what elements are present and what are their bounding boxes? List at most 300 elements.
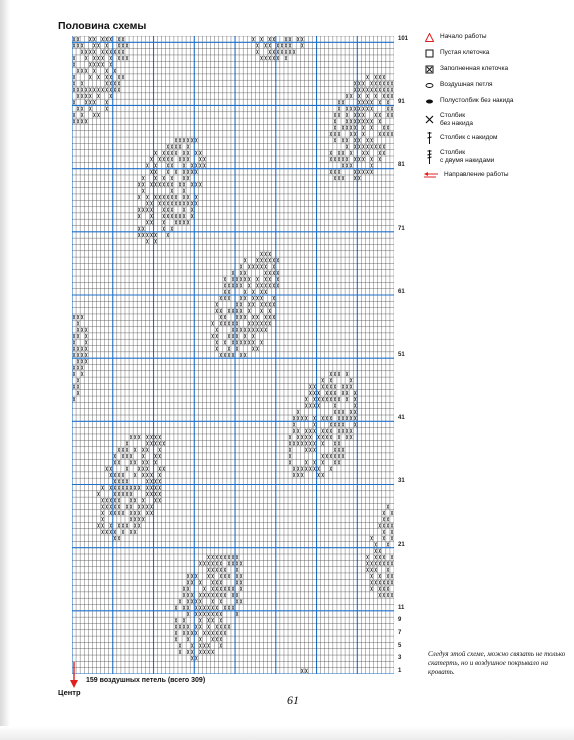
filled-cell: [240, 309, 242, 313]
filled-cell: [350, 151, 352, 155]
filled-cell: [85, 347, 87, 351]
filled-cell: [187, 220, 189, 224]
filled-cell: [383, 125, 385, 129]
filled-cell: [167, 151, 169, 155]
filled-cell: [269, 321, 271, 325]
filled-cell: [134, 448, 136, 452]
filled-cell: [318, 435, 320, 439]
filled-cell: [118, 504, 120, 508]
filled-cell: [224, 555, 226, 559]
treble-crochet-icon: [424, 152, 434, 162]
filled-cell: [244, 315, 246, 319]
row-number: 11: [398, 604, 405, 611]
filled-cell: [130, 517, 132, 521]
filled-cell: [236, 347, 238, 351]
filled-cell: [342, 151, 344, 155]
filled-cell: [73, 81, 75, 85]
filled-cell: [93, 43, 95, 47]
filled-cell: [338, 397, 340, 401]
filled-cell: [358, 176, 360, 180]
filled-cell: [216, 580, 218, 584]
filled-cell: [240, 264, 242, 268]
foundation-chain-note: 159 воздушных петель (всего 309): [86, 677, 206, 684]
filled-cell: [391, 555, 393, 559]
legend-item-start: [424, 32, 564, 42]
filled-cell: [191, 201, 193, 205]
filled-cell: [110, 523, 112, 527]
filled-cell: [379, 88, 381, 92]
filled-cell: [350, 410, 352, 414]
filled-cell: [118, 536, 120, 540]
filled-cell: [387, 574, 389, 578]
filled-cell: [146, 485, 148, 489]
filled-cell: [110, 485, 112, 489]
filled-cell: [366, 151, 368, 155]
filled-cell: [379, 574, 381, 578]
filled-cell: [362, 113, 364, 117]
filled-cell: [244, 277, 246, 281]
filled-cell: [354, 113, 356, 117]
filled-cell: [326, 435, 328, 439]
filled-cell: [383, 555, 385, 559]
page-number: 61: [287, 693, 299, 707]
row-number: 91: [398, 99, 405, 106]
filled-cell: [73, 397, 75, 401]
filled-cell: [142, 448, 144, 452]
filled-cell: [159, 157, 161, 161]
filled-cell: [216, 309, 218, 313]
filled-cell: [114, 479, 116, 483]
filled-cell: [301, 467, 303, 471]
filled-cell: [224, 353, 226, 357]
filled-cell: [212, 631, 214, 635]
filled-cell: [81, 81, 83, 85]
filled-cell: [187, 201, 189, 205]
filled-cell: [216, 302, 218, 306]
filled-cell: [236, 340, 238, 344]
filled-cell: [208, 555, 210, 559]
filled-cell: [387, 517, 389, 521]
filled-cell: [224, 315, 226, 319]
filled-cell: [183, 624, 185, 628]
filled-cell: [114, 485, 116, 489]
filled-cell: [199, 618, 201, 622]
filled-cell: [240, 574, 242, 578]
filled-cell: [183, 170, 185, 174]
filled-cell: [313, 416, 315, 420]
filled-cell: [309, 384, 311, 388]
filled-cell: [240, 315, 242, 319]
filled-cell: [199, 612, 201, 616]
filled-cell: [326, 384, 328, 388]
filled-cell: [106, 50, 108, 54]
filled-cell: [73, 113, 75, 117]
filled-cell: [318, 403, 320, 407]
row-number: 1: [398, 667, 402, 674]
legend-label: Пустая клеточка: [440, 49, 490, 57]
filled-cell: [212, 637, 214, 641]
filled-cell: [146, 467, 148, 471]
filled-cell: [187, 580, 189, 584]
filled-cell: [379, 523, 381, 527]
filled-cell: [330, 422, 332, 426]
filled-cell: [77, 69, 79, 73]
filled-cell: [155, 498, 157, 502]
filled-cell: [236, 612, 238, 616]
filled-cell: [199, 182, 201, 186]
filled-cell: [216, 631, 218, 635]
filled-cell: [142, 504, 144, 508]
filled-cell: [358, 88, 360, 92]
filled-cell: [240, 277, 242, 281]
filled-cell: [232, 353, 234, 357]
filled-cell: [159, 492, 161, 496]
filled-cell: [167, 208, 169, 212]
filled-cell: [330, 429, 332, 433]
filled-cell: [134, 517, 136, 521]
filled-cell: [187, 195, 189, 199]
filled-cell: [142, 467, 144, 471]
filled-cell: [142, 208, 144, 212]
filled-cell: [122, 50, 124, 54]
filled-cell: [122, 37, 124, 41]
filled-cell: [203, 163, 205, 167]
filled-cell: [179, 201, 181, 205]
filled-cell: [236, 315, 238, 319]
filled-cell: [342, 100, 344, 104]
filled-cell: [265, 321, 267, 325]
filled-cell: [224, 290, 226, 294]
filled-cell: [183, 606, 185, 610]
filled-cell: [326, 416, 328, 420]
filled-cell: [110, 473, 112, 477]
filled-cell: [391, 132, 393, 136]
filled-cell: [371, 568, 373, 572]
single-crochet-icon: [424, 115, 434, 125]
filled-cell: [346, 429, 348, 433]
filled-cell: [122, 492, 124, 496]
filled-cell: [338, 113, 340, 117]
filled-cell: [199, 151, 201, 155]
filled-cell: [220, 587, 222, 591]
filled-cell: [240, 328, 242, 332]
filled-cell: [252, 302, 254, 306]
filled-cell: [354, 125, 356, 129]
row-number: 61: [398, 288, 405, 295]
filled-cell: [212, 561, 214, 565]
filled-cell: [191, 163, 193, 167]
filled-cell: [252, 315, 254, 319]
filled-cell: [322, 454, 324, 458]
filled-cell: [216, 568, 218, 572]
filled-cell: [387, 561, 389, 565]
filled-cell: [102, 530, 104, 534]
filled-cell: [85, 340, 87, 344]
filled-cell: [350, 163, 352, 167]
filled-cell: [383, 75, 385, 79]
filled-cell: [212, 580, 214, 584]
filled-cell: [297, 416, 299, 420]
filled-cell: [81, 365, 83, 369]
filled-cell: [146, 195, 148, 199]
filled-cell: [379, 144, 381, 148]
filled-cell: [297, 473, 299, 477]
filled-cell: [199, 643, 201, 647]
filled-cell: [85, 353, 87, 357]
filled-cell: [81, 372, 83, 376]
filled-cell: [122, 448, 124, 452]
center-arrow-icon: [70, 662, 78, 688]
filled-cell: [232, 593, 234, 597]
filled-cell: [371, 157, 373, 161]
filled-cell: [81, 43, 83, 47]
filled-cell: [183, 587, 185, 591]
filled-cell: [269, 277, 271, 281]
filled-cell: [330, 397, 332, 401]
filled-cell: [187, 650, 189, 654]
filled-cell: [366, 138, 368, 142]
filled-cell: [244, 340, 246, 344]
legend-label: Начало работы: [440, 33, 487, 41]
filled-cell: [273, 50, 275, 54]
filled-cell: [146, 239, 148, 243]
filled-cell: [260, 302, 262, 306]
filled-cell: [118, 523, 120, 527]
filled-cell: [350, 119, 352, 123]
filled-cell: [106, 37, 108, 41]
filled-cell: [106, 504, 108, 508]
filled-cell: [240, 561, 242, 565]
filled-cell: [383, 536, 385, 540]
filled-cell: [265, 302, 267, 306]
filled-cell: [150, 170, 152, 174]
filled-cell: [159, 195, 161, 199]
filled-cell: [167, 233, 169, 237]
filled-cell: [273, 271, 275, 275]
filled-cell: [224, 631, 226, 635]
filled-cell: [199, 593, 201, 597]
filled-cell: [138, 504, 140, 508]
filled-cell: [252, 334, 254, 338]
filled-cell: [171, 182, 173, 186]
filled-cell: [134, 523, 136, 527]
filled-cell: [342, 448, 344, 452]
filled-cell: [330, 454, 332, 458]
row-number: 5: [398, 642, 402, 649]
filled-cell: [322, 473, 324, 477]
filled-cell: [366, 75, 368, 79]
filled-cell: [346, 119, 348, 123]
filled-cell: [338, 372, 340, 376]
filled-cell: [102, 523, 104, 527]
filled-cell: [167, 157, 169, 161]
row-number: 31: [398, 478, 405, 485]
filled-cell: [150, 479, 152, 483]
filled-cell: [252, 37, 254, 41]
chain-stitch-icon: [424, 80, 434, 90]
filled-cell: [228, 296, 230, 300]
filled-cell: [379, 119, 381, 123]
filled-cell: [106, 81, 108, 85]
filled-cell: [89, 100, 91, 104]
filled-cell: [232, 561, 234, 565]
filled-cell: [342, 410, 344, 414]
filled-cell: [220, 561, 222, 565]
filled-cell: [248, 302, 250, 306]
filled-cell: [220, 643, 222, 647]
filled-cell: [334, 157, 336, 161]
filled-cell: [114, 492, 116, 496]
filled-cell: [159, 448, 161, 452]
filled-cell: [77, 334, 79, 338]
filled-cell: [77, 94, 79, 98]
filled-cell: [208, 606, 210, 610]
direction-arrow-icon: [424, 170, 438, 180]
filled-cell: [362, 144, 364, 148]
filled-cell: [118, 473, 120, 477]
filled-cell: [212, 650, 214, 654]
filled-cell: [195, 599, 197, 603]
filled-cell: [216, 637, 218, 641]
filled-cell: [167, 163, 169, 167]
filled-cell: [265, 277, 267, 281]
filled-cell: [334, 391, 336, 395]
filled-cell: [171, 195, 173, 199]
filled-cell: [387, 504, 389, 508]
filled-cell: [309, 448, 311, 452]
filled-cell: [232, 271, 234, 275]
filled-cell: [342, 454, 344, 458]
filled-cell: [379, 81, 381, 85]
filled-cell: [301, 416, 303, 420]
filled-cell: [236, 277, 238, 281]
filled-cell: [289, 448, 291, 452]
filled-cell: [371, 100, 373, 104]
filled-cell: [387, 113, 389, 117]
filled-cell: [122, 485, 124, 489]
filled-cell: [183, 182, 185, 186]
filled-cell: [110, 75, 112, 79]
filled-cell: [285, 43, 287, 47]
filled-cell: [171, 227, 173, 231]
filled-cell: [118, 81, 120, 85]
filled-cell: [191, 599, 193, 603]
filled-cell: [134, 485, 136, 489]
center-label: Центр: [58, 688, 81, 697]
filled-cell: [269, 43, 271, 47]
filled-cell: [142, 498, 144, 502]
filled-cell: [77, 321, 79, 325]
filled-cell: [244, 271, 246, 275]
filled-cell: [346, 144, 348, 148]
filled-cell: [350, 132, 352, 136]
filled-cell: [89, 75, 91, 79]
filled-cell: [216, 328, 218, 332]
filled-cell: [338, 454, 340, 458]
filled-cell: [102, 56, 104, 60]
filled-cell: [89, 37, 91, 41]
filled-cell: [179, 599, 181, 603]
filled-cell: [322, 384, 324, 388]
filled-cell: [183, 618, 185, 622]
filled-cell: [220, 612, 222, 616]
filled-cell: [122, 523, 124, 527]
filled-cell: [379, 561, 381, 565]
filled-cell: [301, 435, 303, 439]
filled-cell: [326, 429, 328, 433]
filled-cell: [313, 460, 315, 464]
filled-cell: [362, 157, 364, 161]
filled-cell: [252, 264, 254, 268]
filled-cell: [118, 43, 120, 47]
filled-cell: [85, 334, 87, 338]
filled-cell: [236, 568, 238, 572]
filled-cell: [187, 593, 189, 597]
filled-cell: [305, 435, 307, 439]
filled-cell: [289, 441, 291, 445]
filled-cell: [297, 441, 299, 445]
filled-cell: [142, 517, 144, 521]
filled-cell: [195, 606, 197, 610]
filled-cell: [122, 56, 124, 60]
filled-cell: [97, 88, 99, 92]
filled-cell: [73, 119, 75, 123]
filled-cell: [73, 334, 75, 338]
filled-cell: [142, 460, 144, 464]
filled-cell: [77, 106, 79, 110]
filled-cell: [330, 391, 332, 395]
legend-item-sc: [424, 112, 564, 127]
filled-cell: [313, 384, 315, 388]
filled-cell: [297, 467, 299, 471]
filled-cell: [122, 454, 124, 458]
filled-cell: [183, 157, 185, 161]
filled-cell: [232, 555, 234, 559]
filled-cell-icon: [424, 64, 434, 74]
filled-cell: [171, 214, 173, 218]
filled-cell: [199, 561, 201, 565]
filled-cell: [171, 189, 173, 193]
filled-cell: [383, 94, 385, 98]
filled-cell: [256, 296, 258, 300]
filled-cell: [179, 144, 181, 148]
filled-cell: [248, 321, 250, 325]
filled-cell: [142, 182, 144, 186]
filled-cell: [81, 88, 83, 92]
filled-cell: [313, 441, 315, 445]
filled-cell: [150, 504, 152, 508]
filled-cell: [220, 353, 222, 357]
filled-cell: [163, 157, 165, 161]
filled-cell: [212, 555, 214, 559]
filled-cell: [338, 416, 340, 420]
filled-cell: [179, 138, 181, 142]
filled-cell: [93, 88, 95, 92]
filled-cell: [387, 88, 389, 92]
filled-cell: [334, 170, 336, 174]
filled-cell: [220, 593, 222, 597]
filled-cell: [93, 113, 95, 117]
filled-cell: [224, 321, 226, 325]
filled-cell: [150, 485, 152, 489]
filled-cell: [208, 568, 210, 572]
filled-cell: [232, 321, 234, 325]
filled-cell: [252, 321, 254, 325]
filled-cell: [354, 391, 356, 395]
filled-cell: [256, 321, 258, 325]
filled-cell: [387, 106, 389, 110]
filled-cell: [138, 511, 140, 515]
